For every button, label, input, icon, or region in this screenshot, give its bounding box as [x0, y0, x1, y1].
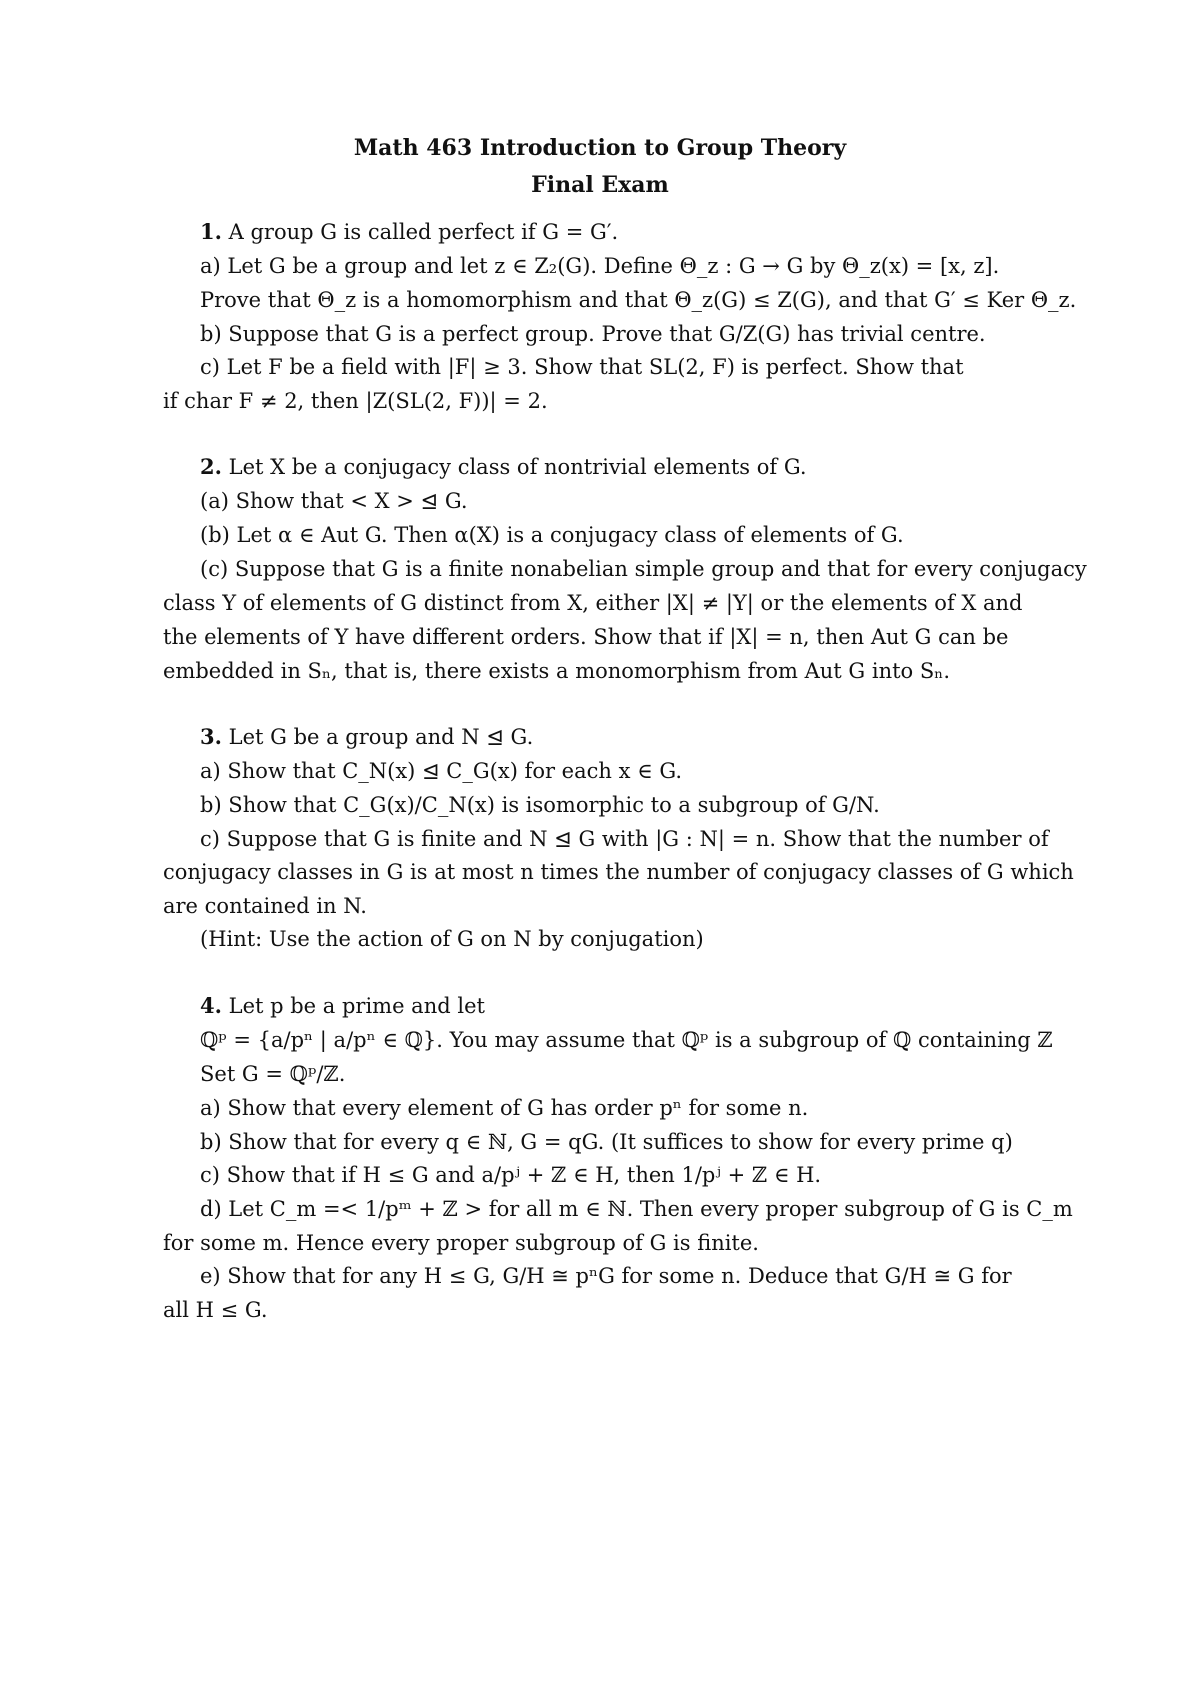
- question-line: (a) Show that < X > ⊴ G.: [200, 489, 468, 513]
- question-line: b) Show that C_G(x)/C_N(x) is isomorphic to a subgroup of G/N.: [200, 793, 880, 817]
- question-number: 1.: [200, 219, 222, 244]
- question-line: all H ≤ G.: [163, 1298, 268, 1322]
- question-text: A group G is called perfect if G = G′.: [228, 220, 619, 244]
- question-line: b) Show that for every q ∈ ℕ, G = qG. (It suffices to show for every prime q): [200, 1130, 1013, 1154]
- question-line: for some m. Hence every proper subgroup of G is finite.: [163, 1231, 759, 1255]
- question-line: (Hint: Use the action of G on N by conjugation): [200, 927, 704, 951]
- question-line: [200, 992, 485, 1020]
- question-line: embedded in Sₙ, that is, there exists a monomorphism from Aut G into Sₙ.: [163, 659, 951, 683]
- question-number: 3.: [200, 724, 222, 749]
- question-line: [200, 453, 807, 481]
- question-text: Let X be a conjugacy class of nontrivial elements of G.: [228, 455, 807, 479]
- question-line: (b) Let α ∈ Aut G. Then α(X) is a conjugacy class of elements of G.: [200, 523, 904, 547]
- question-number: 2.: [200, 454, 222, 479]
- question-text: Let G be a group and N ⊴ G.: [228, 725, 534, 749]
- question-line: d) Let C_m =< 1/pᵐ + ℤ > for all m ∈ ℕ. Then every proper subgroup of G is C_m: [200, 1197, 1073, 1221]
- exam-title: Final Exam: [531, 172, 669, 198]
- question-line: Set G = ℚᵖ/ℤ.: [200, 1062, 346, 1086]
- question-line: conjugacy classes in G is at most n times the number of conjugacy classes of G which: [163, 860, 1074, 884]
- question-line: b) Suppose that G is a perfect group. Prove that G/Z(G) has trivial centre.: [200, 322, 986, 346]
- question-line: c) Let F be a field with |F| ≥ 3. Show that SL(2, F) is perfect. Show that: [200, 355, 964, 379]
- question-line: Prove that Θ_z is a homomorphism and that Θ_z(G) ≤ Z(G), and that G′ ≤ Ker Θ_z.: [200, 288, 1077, 312]
- question-line: c) Suppose that G is finite and N ⊴ G with |G : N| = n. Show that the number of: [200, 827, 1049, 851]
- question-text: Let p be a prime and let: [228, 994, 485, 1018]
- question-line: are contained in N.: [163, 894, 367, 918]
- question-number: 4.: [200, 993, 222, 1018]
- question-line: a) Show that every element of G has order pⁿ for some n.: [200, 1096, 809, 1120]
- question-line: the elements of Y have different orders. Show that if |X| = n, then Aut G can be: [163, 625, 1009, 649]
- question-line: a) Let G be a group and let z ∈ Z₂(G). Define Θ_z : G → G by Θ_z(x) = [x, z].: [200, 254, 1000, 278]
- question-line: ℚᵖ = {a/pⁿ | a/pⁿ ∈ ℚ}. You may assume that ℚᵖ is a subgroup of ℚ containing ℤ: [200, 1028, 1053, 1052]
- question-line: if char F ≠ 2, then |Z(SL(2, F))| = 2.: [163, 389, 548, 413]
- question-line: c) Show that if H ≤ G and a/pʲ + ℤ ∈ H, then 1/pʲ + ℤ ∈ H.: [200, 1163, 822, 1187]
- course-title: Math 463 Introduction to Group Theory: [353, 135, 847, 161]
- question-line: [200, 218, 618, 246]
- question-line: e) Show that for any H ≤ G, G/H ≅ pⁿG for some n. Deduce that G/H ≅ G for: [200, 1264, 1012, 1288]
- question-line: class Y of elements of G distinct from X, either |X| ≠ |Y| or the elements of X and: [163, 591, 1023, 615]
- question-line: (c) Suppose that G is a finite nonabelian simple group and that for every conjugacy: [200, 557, 1087, 581]
- question-line: [200, 723, 533, 751]
- question-line: a) Show that C_N(x) ⊴ C_G(x) for each x ∈ G.: [200, 759, 683, 783]
